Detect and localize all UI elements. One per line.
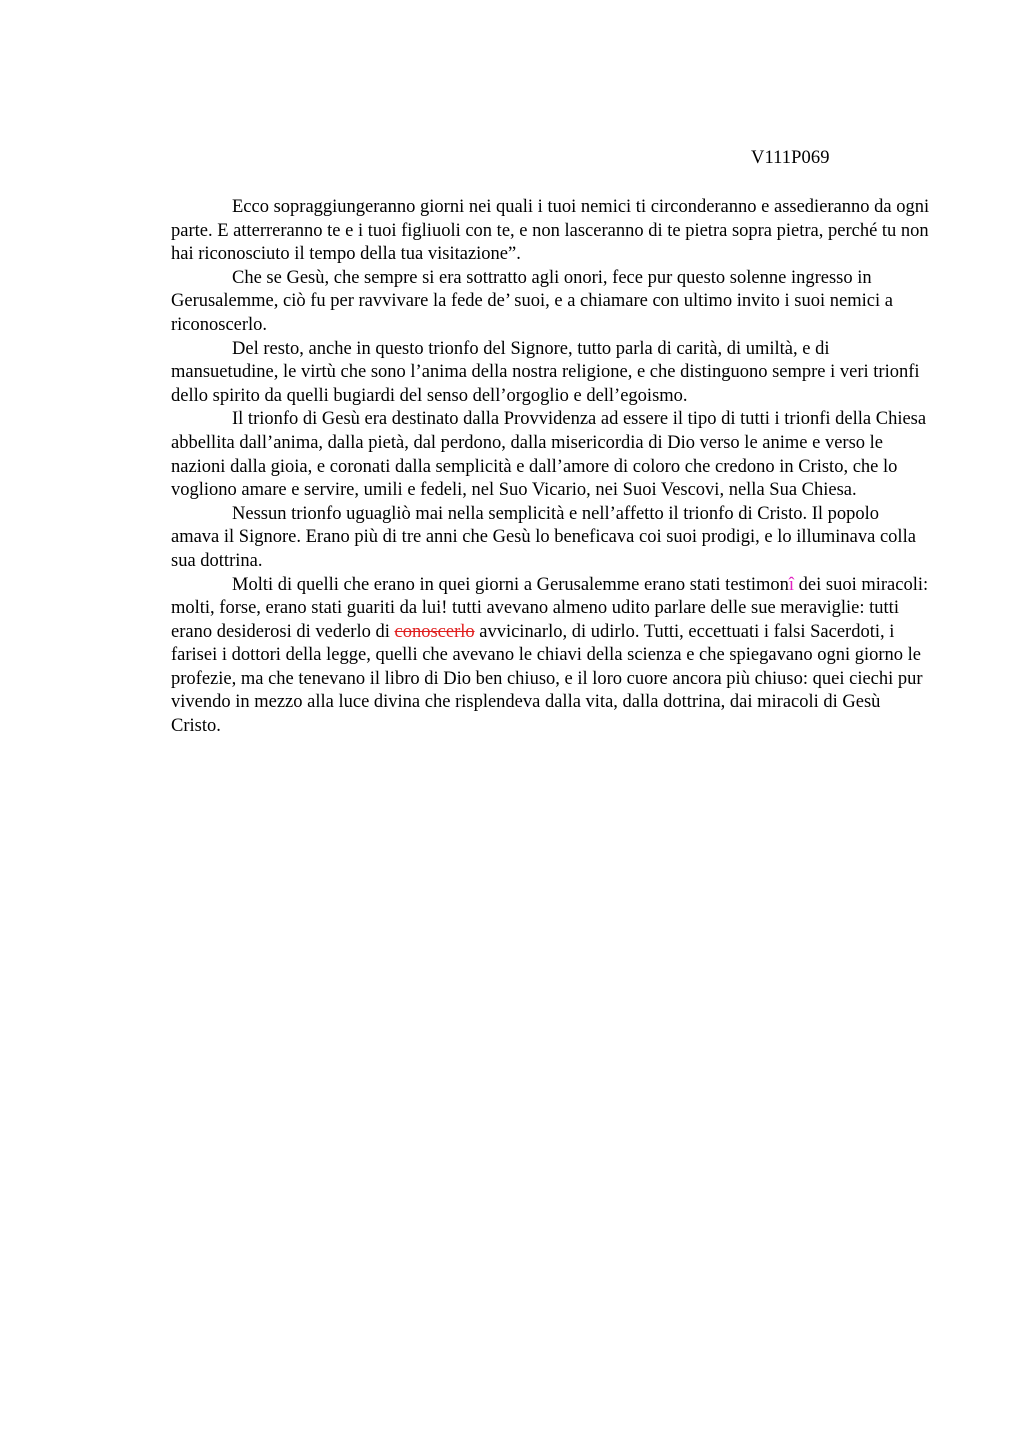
paragraph-6-part-3: avvicinarlo, di udirlo. Tutti, eccettuati i falsi Sacerdoti, i farisei i dottori della legge, quelli che avevano le chiavi della scienza e che spiegavano ogni giorno le profezie, ma che tenevano il libro di Dio ben chiuso, e il loro cuore ancora più chiuso: quei ciechi pur vivendo in mezzo alla luce divina che risplendeva dalla vita, dalla dottrina, dai miracoli di Gesù Cristo.	[171, 621, 923, 737]
paragraph-6-part-2: dei suoi miracoli: molti, forse, erano stati guariti da lui! tutti avevano almeno udito parlare delle sue meraviglie: tutti erano desiderosi di vederlo di	[171, 574, 929, 642]
paragraph-1: Ecco sopraggiungeranno giorni nei quali i tuoi nemici ti circonderanno e assedieranno da ogni parte. E atterreranno te e i tuoi figliuoli con te, e non lasceranno di te pietra sopra pietra, perché tu non hai riconosciuto il tempo della tua visitazione”.	[171, 197, 930, 265]
struck-through-word: conoscerlo	[394, 621, 475, 642]
paragraph-3: Del resto, anche in questo trionfo del Signore, tutto parla di carità, di umiltà, e di mansuetudine, le virtù che sono l’anima della nostra religione, e che distinguono sempre i veri trionfi dello spirito da quelli bugiardi del senso dell’orgoglio e dell’egoismo.	[171, 338, 920, 406]
paragraph-5: Nessun trionfo uguagliò mai nella semplicità e nell’affetto il trionfo di Cristo. Il popolo amava il Signore. Erano più di tre anni che Gesù lo beneficava coi suoi prodigi, e lo illuminava colla sua dottrina.	[171, 503, 916, 571]
page-identifier: V111P069	[751, 148, 830, 168]
inserted-character-mark: î	[788, 574, 795, 595]
paragraph-2: Che se Gesù, che sempre si era sottratto agli onori, fece pur questo solenne ingresso in Gerusalemme, ciò fu per ravvivare la fede de’ suoi, e a chiamare con ultimo invito i suoi nemici a riconoscerlo.	[171, 267, 893, 335]
paragraph-4: Il trionfo di Gesù era destinato dalla Provvidenza ad essere il tipo di tutti i trionfi della Chiesa abbellita dall’anima, dalla pietà, dal perdono, dalla misericordia di Dio verso le anime e verso le nazioni dalla gioia, e coronati dalla semplicità e dall’amore di coloro che credono in Cristo, che lo vogliono amare e servire, umili e fedeli, nel Suo Vicario, nei Suoi Vescovi, nella Sua Chiesa.	[171, 409, 927, 501]
paragraph-6	[171, 574, 931, 739]
document-body	[171, 196, 931, 739]
paragraph-6-part-1: Molti di quelli che erano in quei giorni a Gerusalemme erano stati testimon	[232, 574, 789, 595]
